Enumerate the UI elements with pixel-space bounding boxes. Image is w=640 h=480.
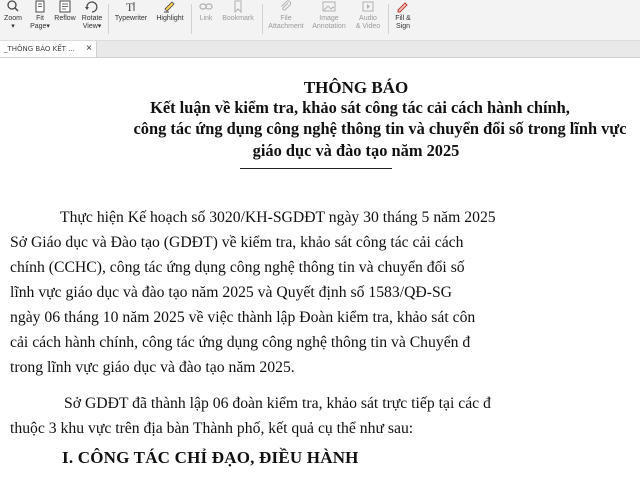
doc-title: THÔNG BÁO <box>303 78 409 97</box>
image-annotation-label: Image Annotation <box>312 15 346 30</box>
sign-icon <box>395 0 411 13</box>
paragraph-line: chính (CCHC), công tác ứng dụng công nghệ thông tin và chuyển đổi số <box>10 259 465 276</box>
file-attachment-label: File Attachment <box>268 15 304 30</box>
zoom-button[interactable] <box>0 0 26 40</box>
zoom-label: Zoom ▾ <box>4 15 22 30</box>
document-page <box>0 58 640 480</box>
title-underline <box>240 168 392 169</box>
fit-page-icon <box>32 0 48 13</box>
audio-video-icon <box>360 0 376 13</box>
tab-strip <box>0 41 640 58</box>
toolbar-separator <box>108 4 109 34</box>
image-icon <box>321 0 337 13</box>
image-annotation-button[interactable] <box>308 0 350 40</box>
paragraph-line: Sở Giáo dục và Đào tạo (GDĐT) về kiểm tra, khảo sát công tác cải cách <box>10 234 464 251</box>
paragraph-line: Thực hiện Kế hoạch số 3020/KH-SGDĐT ngày 30 tháng 5 năm 2025 <box>60 209 496 226</box>
file-attachment-button[interactable] <box>266 0 306 40</box>
attachment-icon <box>278 0 294 13</box>
typewriter-icon <box>123 0 139 13</box>
rotate-icon <box>84 0 100 13</box>
highlight-button[interactable] <box>152 0 188 40</box>
bookmark-icon <box>230 0 246 13</box>
fill-sign-button[interactable] <box>392 0 414 40</box>
highlight-icon <box>162 0 178 13</box>
bookmark-button[interactable] <box>220 0 256 40</box>
link-label: Link <box>199 15 213 22</box>
fit-page-button[interactable] <box>28 0 52 40</box>
rotate-view-button[interactable] <box>79 0 105 40</box>
document-tab[interactable] <box>0 41 97 57</box>
svg-text:T: T <box>126 0 134 13</box>
paragraph-line: lĩnh vực giáo dục và đào tạo năm 2025 và Quyết định số 1583/QĐ-SG <box>10 284 453 301</box>
reflow-label: Reflow <box>54 15 76 22</box>
bookmark-label: Bookmark <box>222 15 254 22</box>
typewriter-label: Typewriter <box>114 15 148 22</box>
fill-sign-label: Fill & Sign <box>395 15 411 30</box>
paragraph-line: ngày 06 tháng 10 năm 2025 về việc thành lập Đoàn kiểm tra, khảo sát côn <box>10 309 476 326</box>
toolbar <box>0 0 640 41</box>
paragraph-line: trong lĩnh vực giáo dục và đào tạo năm 2025. <box>10 359 295 376</box>
doc-subtitle-line: công tác ứng dụng công nghệ thông tin và chuyển đổi số trong lĩnh vực <box>133 119 627 138</box>
reflow-icon <box>57 0 73 13</box>
paragraph-line: thuộc 3 khu vực trên địa bàn Thành phố, kết quả cụ thể như sau: <box>10 420 414 437</box>
rotate-view-label: Rotate View▾ <box>81 15 103 30</box>
paragraph-line: cải cách hành chính, công tác ứng dụng công nghệ thông tin và Chuyển đ <box>10 334 471 351</box>
audio-video-button[interactable] <box>352 0 384 40</box>
paragraph-line: Sở GDĐT đã thành lập 06 đoàn kiểm tra, khảo sát trực tiếp tại các đ <box>64 395 491 412</box>
tab-label: _THÔNG BÁO KẾT ... <box>4 45 75 53</box>
link-icon <box>198 0 214 13</box>
section-heading: I. CÔNG TÁC CHỈ ĐẠO, ĐIỀU HÀNH <box>62 448 359 467</box>
reflow-button[interactable] <box>52 0 78 40</box>
toolbar-separator <box>262 4 263 34</box>
toolbar-separator <box>191 4 192 34</box>
zoom-icon <box>5 0 21 13</box>
close-icon[interactable]: × <box>86 43 92 54</box>
fit-page-label: Fit Page▾ <box>30 15 50 30</box>
doc-subtitle-line: giáo dục và đào tạo năm 2025 <box>252 141 460 160</box>
doc-subtitle-line: Kết luận về kiểm tra, khảo sát công tác cải cách hành chính, <box>150 98 570 117</box>
audio-video-label: Audio & Video <box>355 15 381 30</box>
highlight-label: Highlight <box>156 15 184 22</box>
toolbar-separator <box>388 4 389 34</box>
link-button[interactable] <box>196 0 216 40</box>
typewriter-button[interactable] <box>112 0 150 40</box>
